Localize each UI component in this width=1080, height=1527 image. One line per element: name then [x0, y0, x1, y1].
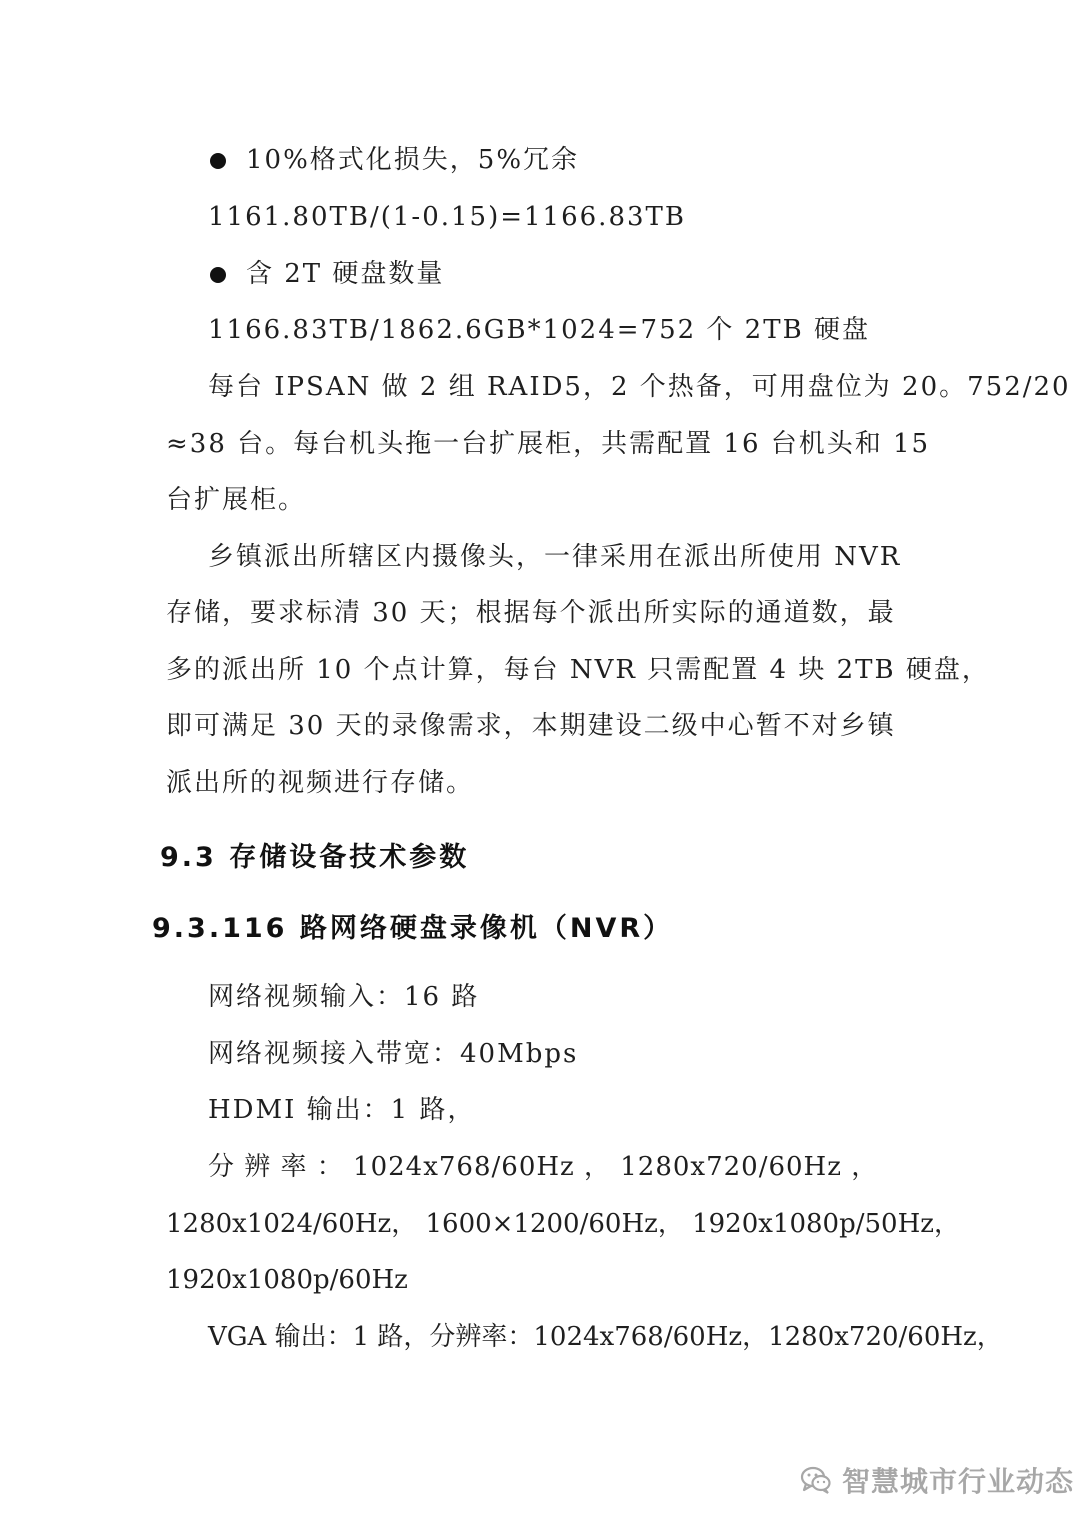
calculation-disk-count: 1166.83TB/1862.6GB*1024=752 个 2TB 硬盘 — [208, 315, 870, 345]
paragraph-nvr-line-3: 多的派出所 10 个点计算，每台 NVR 只需配置 4 块 2TB 硬盘， — [166, 655, 990, 685]
paragraph-ipsan-line-3: 台扩展柜。 — [166, 485, 307, 515]
spec-video-input: 网络视频输入：16 路 — [208, 982, 480, 1012]
paragraph-nvr-line-2: 存储，要求标清 30 天；根据每个派出所实际的通道数，最 — [166, 598, 896, 628]
spec-vga-output: VGA 输出：1 路，分辨率：1024x768/60Hz，1280x720/60Hz， — [208, 1322, 1003, 1352]
subsection-heading: 9.3.116 路网络硬盘录像机（NVR） — [152, 913, 674, 944]
spec-hdmi-output: HDMI 输出：1 路， — [208, 1095, 476, 1125]
bullet-item-disk-count: 含 2T 硬盘数量 — [246, 259, 445, 289]
watermark-text: 智慧城市行业动态 — [842, 1465, 1075, 1498]
paragraph-nvr-line-4: 即可满足 30 天的录像需求，本期建设二级中心暂不对乡镇 — [166, 711, 896, 741]
section-heading: 9.3 存储设备技术参数 — [160, 842, 470, 873]
spec-resolution-line-1: 分 辨 率 ： 1024x768/60Hz ， 1280x720/60Hz ， — [208, 1152, 879, 1182]
paragraph-nvr-line-5: 派出所的视频进行存储。 — [166, 768, 475, 798]
wechat-icon — [800, 1465, 832, 1495]
calculation-capacity: 1161.80TB/(1-0.15)=1166.83TB — [208, 202, 686, 232]
bullet-dot — [210, 153, 226, 169]
bullet-item-format-loss: 10%格式化损失，5%冗余 — [246, 145, 580, 175]
paragraph-nvr-line-1: 乡镇派出所辖区内摄像头，一律采用在派出所使用 NVR — [208, 542, 902, 572]
watermark — [800, 1460, 1074, 1500]
bullet-dot — [210, 267, 226, 283]
paragraph-ipsan-line-1: 每台 IPSAN 做 2 组 RAID5，2 个热备，可用盘位为 20。752/20 — [208, 372, 1071, 402]
spec-resolution-line-3: 1920x1080p/60Hz — [166, 1265, 408, 1295]
spec-bandwidth: 网络视频接入带宽：40Mbps — [208, 1039, 579, 1069]
spec-resolution-line-2: 1280x1024/60Hz， 1600×1200/60Hz， 1920x1080p/50Hz， — [166, 1209, 960, 1239]
paragraph-ipsan-line-2: ≈38 台。每台机头拖一台扩展柜，共需配置 16 台机头和 15 — [166, 429, 931, 459]
